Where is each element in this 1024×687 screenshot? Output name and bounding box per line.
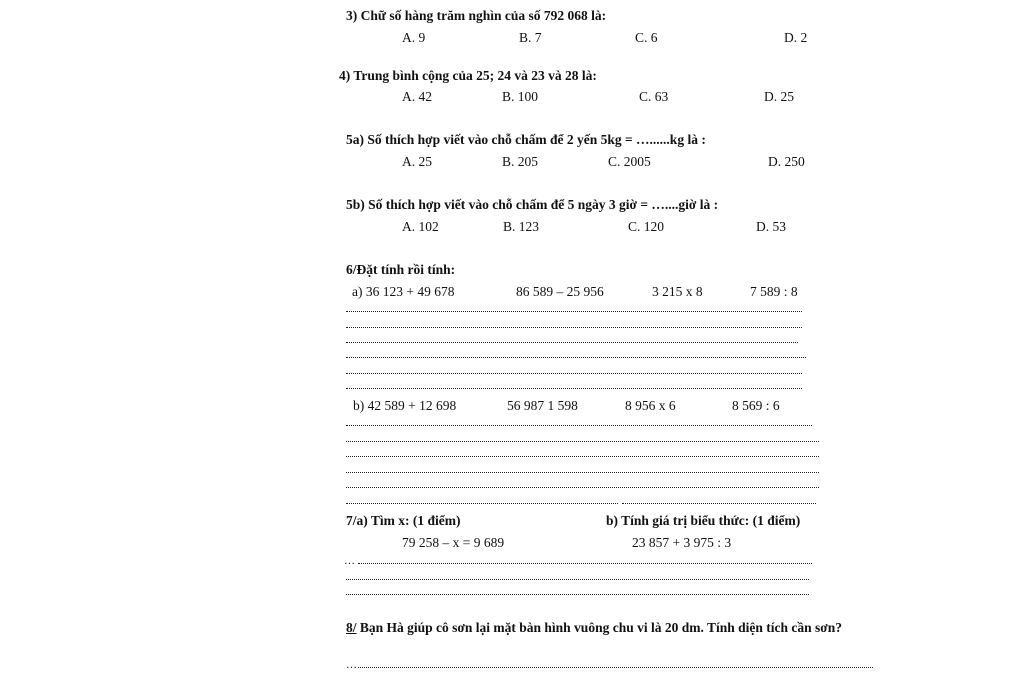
q5b-option-d: D. 53 — [756, 219, 786, 234]
answer-line[interactable] — [346, 594, 809, 595]
q5a-option-c: C. 2005 — [608, 154, 651, 169]
question-3: 3) Chữ số hàng trăm nghìn của số 792 068 là: — [346, 8, 607, 23]
answer-line[interactable] — [346, 456, 819, 457]
question-4: 4) Trung bình cộng của 25; 24 và 23 và 28 là: — [339, 68, 597, 83]
q6-a-expr-4: 7 589 : 8 — [750, 284, 798, 299]
answer-line[interactable] — [346, 503, 618, 504]
q7-line-start: … — [344, 555, 355, 567]
answer-line[interactable] — [622, 503, 816, 504]
q8-text: Bạn Hà giúp cô sơn lại mặt bàn hình vuông chu vi là 20 dm. Tính diện tích cần sơn? — [356, 620, 842, 635]
q3-option-a: A. 9 — [402, 30, 426, 45]
q7b-expression: 23 857 + 3 975 : 3 — [632, 535, 732, 550]
q5b-option-b: B. 123 — [503, 219, 540, 234]
question-5b: 5b) Số thích hợp viết vào chỗ chấm để 5 ngày 3 giờ = …....giờ là : — [346, 197, 719, 212]
answer-line[interactable] — [346, 311, 802, 312]
q5a-option-a: A. 25 — [402, 154, 432, 169]
question-7b-title: b) Tính giá trị biểu thức: (1 điểm) — [606, 513, 801, 528]
question-5a: 5a) Số thích hợp viết vào chỗ chấm để 2 yến 5kg = …......kg là : — [346, 132, 706, 147]
answer-line[interactable] — [346, 357, 806, 358]
q6-a-expr-1: a) 36 123 + 49 678 — [352, 284, 455, 299]
q4-option-b: B. 100 — [502, 89, 539, 104]
answer-line[interactable] — [346, 342, 798, 343]
answer-line[interactable] — [346, 441, 819, 442]
q3-option-b: B. 7 — [519, 30, 542, 45]
q6-a-expr-2: 86 589 – 25 956 — [516, 284, 604, 299]
answer-line[interactable] — [346, 487, 819, 488]
q3-option-d: D. 2 — [784, 30, 808, 45]
q5a-option-b: B. 205 — [502, 154, 539, 169]
answer-line[interactable] — [346, 327, 802, 328]
question-6-title: 6/Đặt tính rồi tính: — [346, 262, 456, 277]
q6-b-expr-2: 56 987 1 598 — [507, 398, 578, 413]
answer-line[interactable] — [358, 563, 812, 564]
q5b-option-c: C. 120 — [628, 219, 665, 234]
question-8 — [346, 620, 842, 636]
q6-b-expr-3: 8 956 x 6 — [625, 398, 676, 413]
q5b-option-a: A. 102 — [402, 219, 439, 234]
q4-option-a: A. 42 — [402, 89, 432, 104]
q8-line-start: … — [346, 659, 357, 671]
answer-line[interactable] — [346, 579, 809, 580]
q8-label: 8/ — [346, 620, 357, 635]
q7a-expression: 79 258 – x = 9 689 — [402, 535, 505, 550]
q3-option-c: C. 6 — [635, 30, 658, 45]
q5a-option-d: D. 250 — [768, 154, 805, 169]
answer-line[interactable] — [346, 472, 819, 473]
q4-option-d: D. 25 — [764, 89, 794, 104]
answer-line[interactable] — [358, 667, 873, 668]
q6-b-expr-1: b) 42 589 + 12 698 — [353, 398, 457, 413]
answer-line[interactable] — [346, 388, 802, 389]
question-7a-title: 7/a) Tìm x: (1 điểm) — [346, 513, 461, 528]
answer-line[interactable] — [346, 425, 812, 426]
q4-option-c: C. 63 — [639, 89, 669, 104]
q6-a-expr-3: 3 215 x 8 — [652, 284, 703, 299]
answer-line[interactable] — [346, 373, 802, 374]
q6-b-expr-4: 8 569 : 6 — [732, 398, 780, 413]
